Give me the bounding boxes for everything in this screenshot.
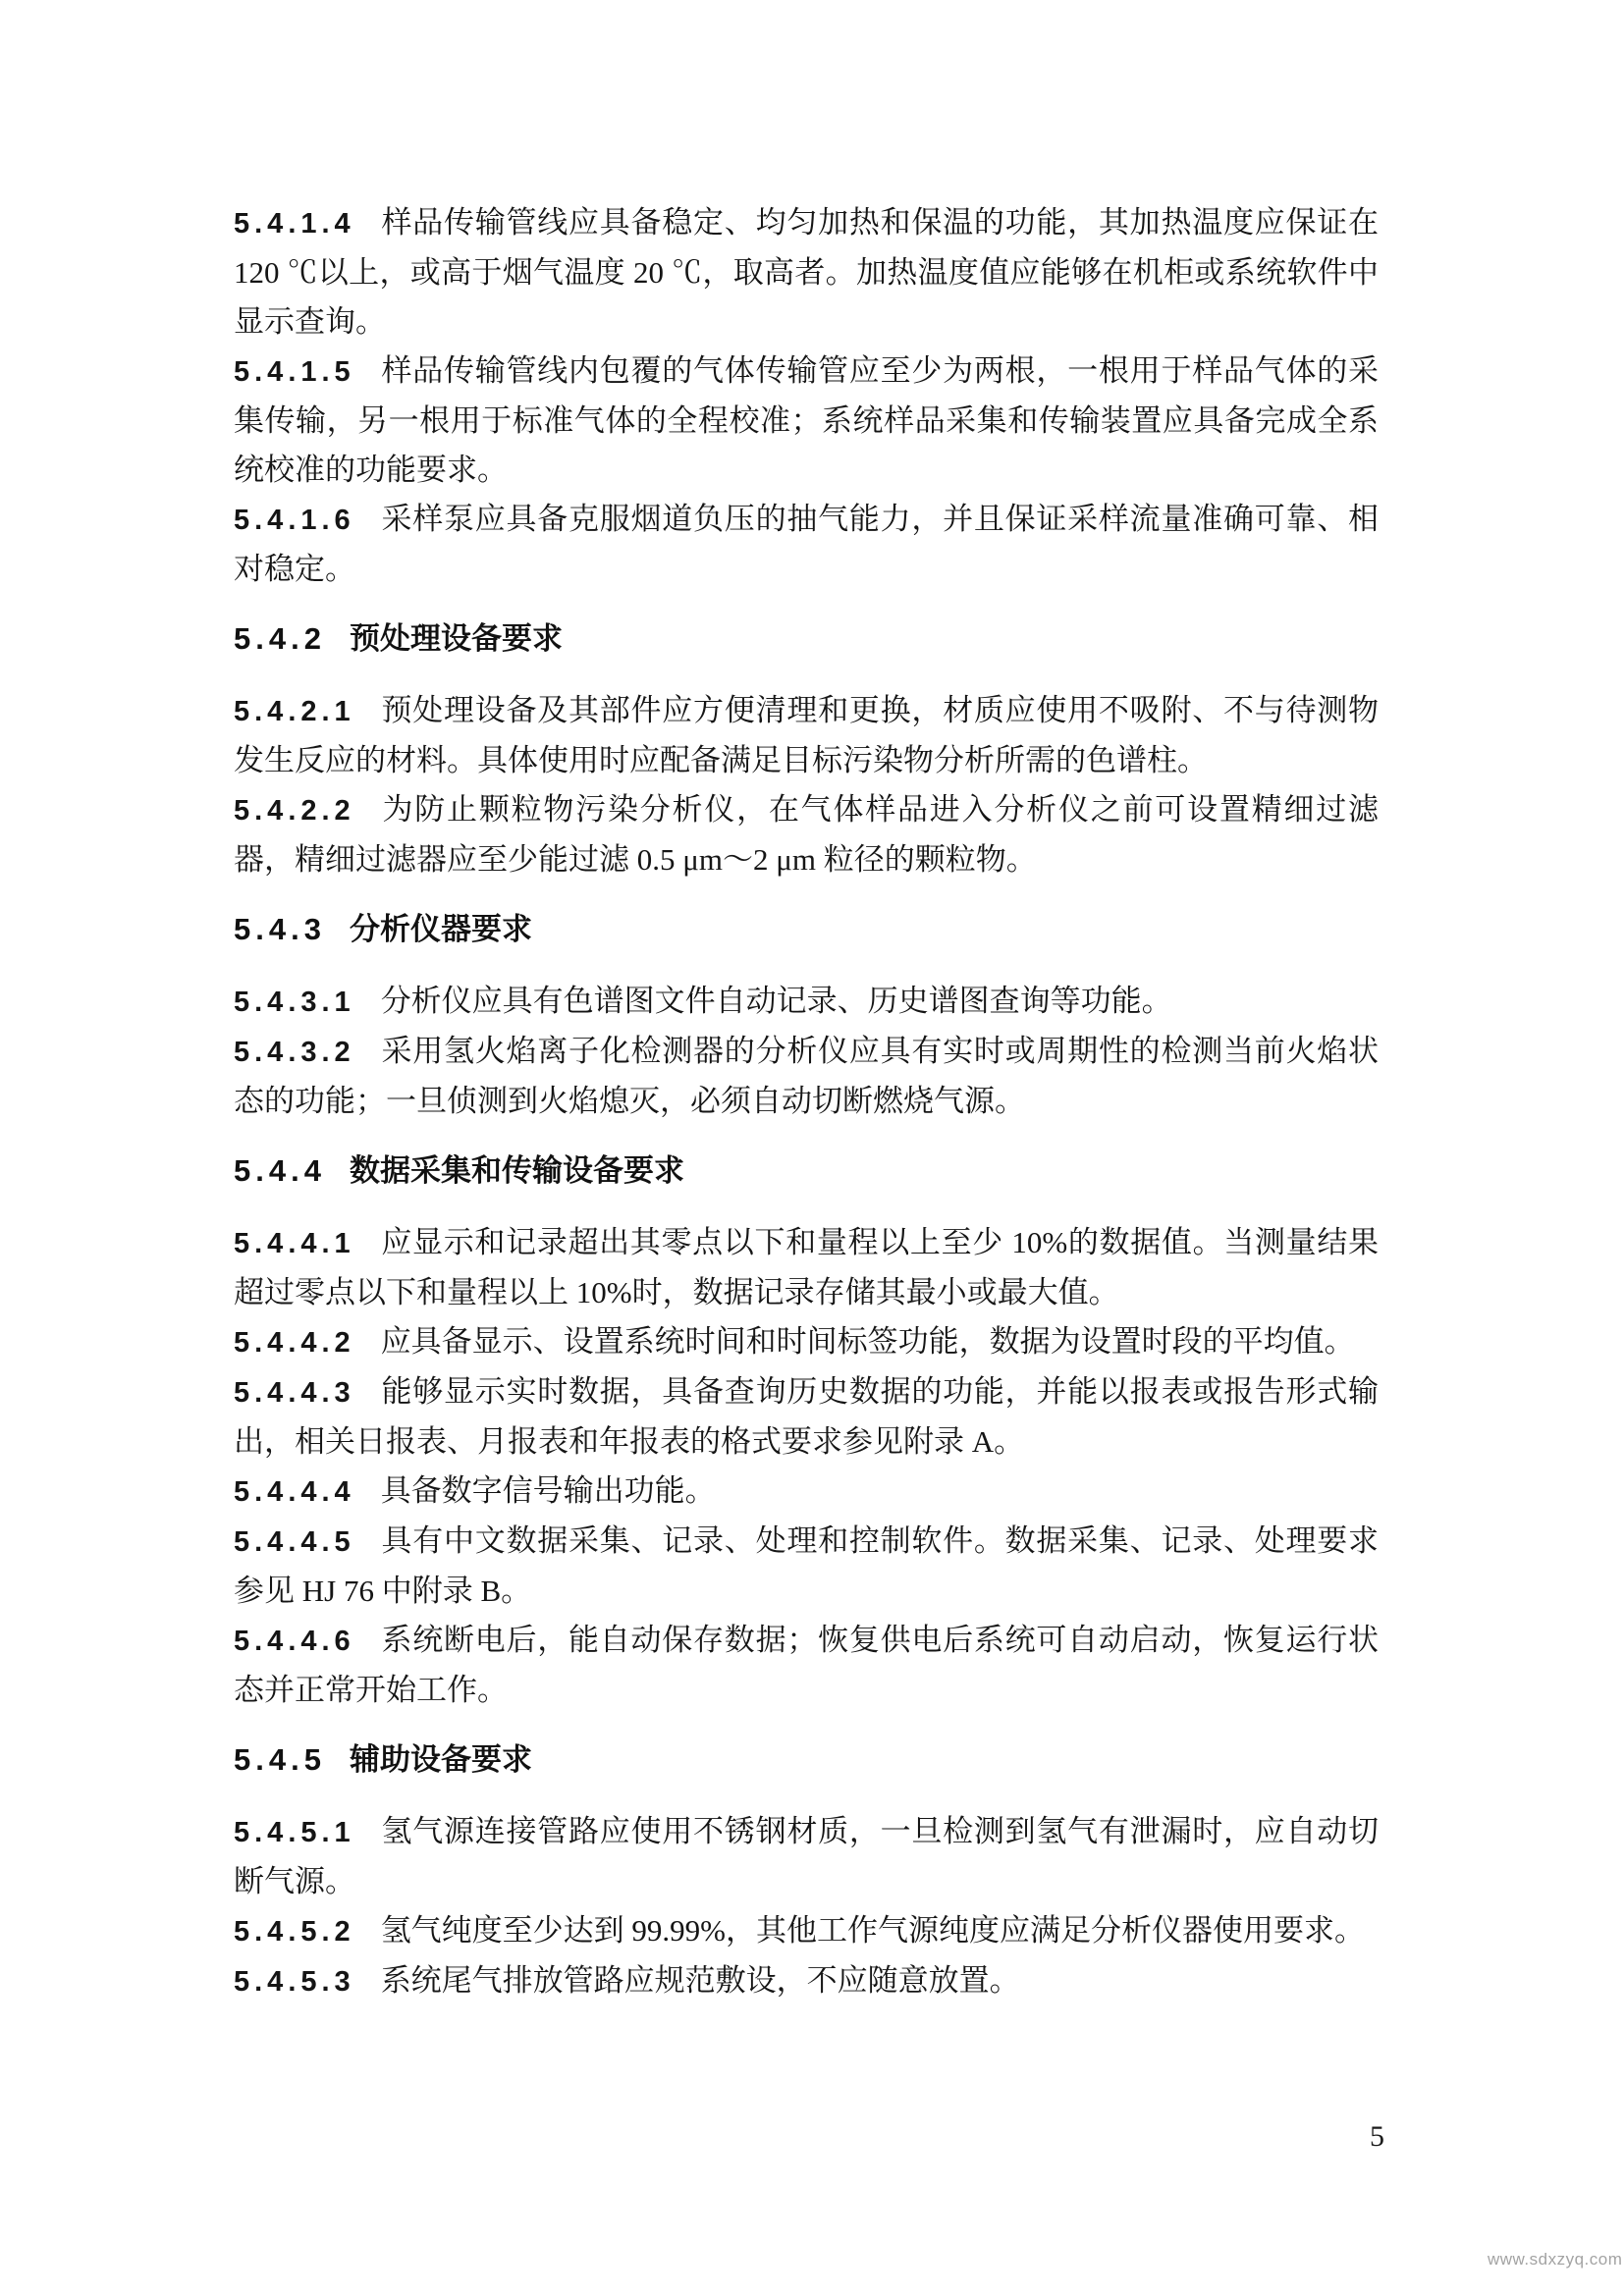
clause-number: 5.4.1.5 [234, 356, 355, 388]
clause-text: 系统尾气排放管路应规范敷设，不应随意放置。 [380, 1963, 1020, 1998]
clause-paragraph [234, 1906, 1379, 1956]
clause-number: 5.4.2.2 [234, 795, 355, 827]
section-heading [234, 1735, 1379, 1785]
clause-paragraph [234, 347, 1379, 495]
clause-paragraph [234, 1467, 1379, 1517]
clause-text: 预处理设备及其部件应方便清理和更换，材质应使用不吸附、不与待测物发生反应的材料。具体使用时应配备满足目标污染物分析所需的色谱柱。 [234, 693, 1379, 777]
document-content [234, 198, 1379, 2006]
clause-text: 具备数字信号输出功能。 [380, 1473, 716, 1508]
clause-paragraph [234, 1367, 1379, 1467]
clause-paragraph [234, 1616, 1379, 1715]
clause-number: 5.4.4.2 [234, 1327, 355, 1359]
clause-paragraph [234, 1807, 1379, 1906]
clause-text: 样品传输管线应具备稳定、均匀加热和保温的功能，其加热温度应保证在 120 ℃以上，或高于烟气温度 20 ℃，取高者。加热温度值应能够在机柜或系统软件中显示查询。 [234, 205, 1379, 339]
section-heading [234, 614, 1379, 664]
clause-paragraph [234, 785, 1379, 884]
clause-text: 氢气源连接管路应使用不锈钢材质，一旦检测到氢气有泄漏时，应自动切断气源。 [234, 1814, 1379, 1898]
clause-number: 5.4.4.6 [234, 1626, 355, 1657]
clause-number: 5.4.5 [234, 1742, 326, 1777]
clause-text: 应显示和记录超出其零点以下和量程以上至少 10%的数据值。当测量结果超过零点以下和量程以上 10%时，数据记录存储其最小或最大值。 [234, 1225, 1379, 1309]
heading-text: 辅助设备要求 [349, 1742, 532, 1777]
clause-text: 采样泵应具备克服烟道负压的抽气能力，并且保证采样流量准确可靠、相对稳定。 [234, 502, 1379, 586]
clause-number: 5.4.5.1 [234, 1817, 355, 1848]
page-number: 5 [1370, 2120, 1384, 2153]
clause-text: 系统断电后，能自动保存数据；恢复供电后系统可自动启动，恢复运行状态并正常开始工作。 [234, 1623, 1379, 1707]
clause-paragraph [234, 977, 1379, 1027]
section-heading [234, 905, 1379, 954]
clause-paragraph [234, 495, 1379, 594]
clause-paragraph [234, 686, 1379, 785]
clause-number: 5.4.2.1 [234, 696, 355, 727]
heading-text: 预处理设备要求 [349, 621, 563, 656]
clause-number: 5.4.4.1 [234, 1228, 355, 1259]
clause-paragraph [234, 1218, 1379, 1317]
clause-text: 能够显示实时数据，具备查询历史数据的功能，并能以报表或报告形式输出，相关日报表、月报表和年报表的格式要求参见附录 A。 [234, 1374, 1379, 1459]
clause-number: 5.4.2 [234, 621, 326, 656]
clause-number: 5.4.1.6 [234, 505, 355, 536]
clause-number: 5.4.5.2 [234, 1916, 355, 1948]
clause-number: 5.4.3.1 [234, 987, 355, 1018]
clause-number: 5.4.5.3 [234, 1966, 355, 1998]
clause-number: 5.4.4.4 [234, 1476, 355, 1508]
clause-text: 采用氢火焰离子化检测器的分析仪应具有实时或周期性的检测当前火焰状态的功能；一旦侦测到火焰熄灭，必须自动切断燃烧气源。 [234, 1034, 1379, 1118]
clause-number: 5.4.4 [234, 1153, 326, 1188]
clause-paragraph [234, 1517, 1379, 1616]
clause-number: 5.4.4.5 [234, 1526, 355, 1558]
clause-number: 5.4.4.3 [234, 1377, 355, 1409]
clause-text: 样品传输管线内包覆的气体传输管应至少为两根，一根用于样品气体的采集传输，另一根用于标准气体的全程校准；系统样品采集和传输装置应具备完成全系统校准的功能要求。 [234, 353, 1379, 487]
clause-paragraph [234, 198, 1379, 347]
clause-number: 5.4.3 [234, 912, 326, 946]
clause-text: 为防止颗粒物污染分析仪，在气体样品进入分析仪之前可设置精细过滤器，精细过滤器应至少能过滤 0.5 μm～2 μm 粒径的颗粒物。 [234, 792, 1379, 877]
clause-text: 具有中文数据采集、记录、处理和控制软件。数据采集、记录、处理要求参见 HJ 76 中附录 B。 [234, 1523, 1379, 1608]
clause-paragraph [234, 1317, 1379, 1367]
clause-paragraph [234, 1956, 1379, 2006]
heading-text: 数据采集和传输设备要求 [349, 1153, 684, 1188]
clause-text: 应具备显示、设置系统时间和时间标签功能，数据为设置时段的平均值。 [380, 1324, 1355, 1359]
section-heading [234, 1147, 1379, 1196]
clause-paragraph [234, 1027, 1379, 1126]
clause-number: 5.4.1.4 [234, 208, 355, 240]
clause-text: 氢气纯度至少达到 99.99%，其他工作气源纯度应满足分析仪器使用要求。 [380, 1913, 1366, 1948]
watermark: www.sdxzyq.com [1488, 2250, 1623, 2269]
clause-number: 5.4.3.2 [234, 1037, 355, 1068]
clause-text: 分析仪应具有色谱图文件自动记录、历史谱图查询等功能。 [380, 984, 1172, 1018]
heading-text: 分析仪器要求 [349, 912, 532, 946]
